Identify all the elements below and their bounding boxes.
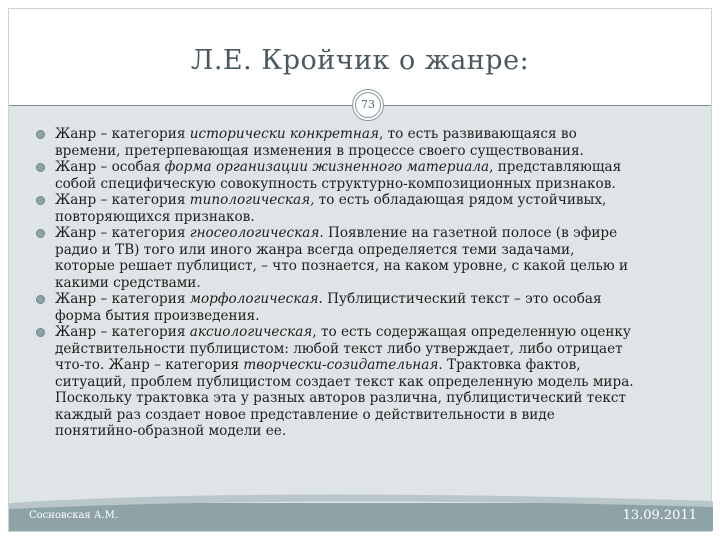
text-segment: действительности публицистом: любой текст либо утверждает, либо отрицает <box>55 340 623 357</box>
text-line <box>55 390 703 407</box>
text-line <box>55 258 703 275</box>
slide-title: Л.Е. Кройчик о жанре: <box>190 45 530 76</box>
text-segment: . Трактовка фактов, <box>438 357 581 373</box>
text-line <box>55 225 703 242</box>
text-line <box>55 126 703 143</box>
text-line <box>55 143 703 160</box>
text-segment: , то есть развивающаяся во <box>379 126 577 142</box>
text-line <box>55 192 703 209</box>
text-line <box>55 374 703 391</box>
text-segment: , представляющая <box>489 159 622 175</box>
bullet-list <box>33 126 703 440</box>
bullet-item <box>33 159 703 192</box>
bullet-item <box>33 126 703 159</box>
text-segment: времени, претерпевающая изменения в процессе своего существования. <box>55 142 584 159</box>
text-line <box>55 209 703 226</box>
page-number-badge <box>352 89 384 121</box>
text-segment: которые решает публицист, – что познается, на каком уровне, с какой целью и <box>55 258 629 274</box>
text-segment: Жанр – категория <box>55 225 190 241</box>
text-segment: Жанр – категория <box>55 291 190 307</box>
bullet-item <box>33 192 703 225</box>
text-line <box>55 291 703 308</box>
text-segment: Жанр – категория <box>55 324 190 340</box>
text-segment: что-то. Жанр – категория <box>55 357 244 373</box>
text-segment: ситуаций, проблем публицистом создает текст как определенную модель мира. <box>55 373 634 390</box>
text-segment: каждый раз создает новое представление о действительности в виде <box>55 406 555 423</box>
text-segment: радио и ТВ) того или иного жанра всегда определяется теми задачами, <box>55 241 575 258</box>
emphasized-term: исторически конкретная <box>189 126 379 142</box>
page-number: 73 <box>355 92 381 118</box>
text-line <box>55 324 703 341</box>
text-segment: Жанр – категория <box>55 192 190 208</box>
text-segment: форма бытия произведения. <box>55 307 260 324</box>
emphasized-term: типологическая, <box>189 192 315 208</box>
bullet-icon <box>36 295 45 304</box>
text-segment: собой специфическую совокупность структурно-композиционных признаков. <box>55 175 616 192</box>
text-line <box>55 159 703 176</box>
footer-author: Сосновская А.М. <box>29 510 119 521</box>
bullet-item <box>33 225 703 291</box>
text-segment: Жанр – категория <box>55 126 190 142</box>
emphasized-term: морфологическая <box>189 291 319 307</box>
emphasized-term: форма организации жизненного материала <box>164 159 490 175</box>
bullet-icon <box>36 196 45 205</box>
bullet-icon <box>36 328 45 337</box>
text-segment: . Публицистический текст – это особая <box>318 291 602 307</box>
bullet-icon <box>36 229 45 238</box>
emphasized-term: гносеологическая <box>189 225 320 241</box>
text-segment: , то есть содержащая определенную оценку <box>312 324 631 340</box>
text-segment: Жанр – особая <box>55 159 165 175</box>
text-segment: . Появление на газетной полосе (в эфире <box>319 225 618 241</box>
footer-date: 13.09.2011 <box>622 508 697 523</box>
emphasized-term: аксиологическая <box>189 324 313 340</box>
text-line <box>55 407 703 424</box>
text-segment: какими средствами. <box>55 274 201 291</box>
text-segment: то есть обладающая рядом устойчивых, <box>314 192 607 208</box>
emphasized-term: творчески-созидательная <box>243 357 439 373</box>
text-line <box>55 176 703 193</box>
bullet-icon <box>36 163 45 172</box>
text-segment: Поскольку трактовка эта у разных авторов различна, публицистический текст <box>55 390 626 406</box>
text-line <box>55 242 703 259</box>
bullet-icon <box>36 130 45 139</box>
slide <box>8 8 712 532</box>
bullet-item <box>33 291 703 324</box>
text-line <box>55 275 703 292</box>
text-segment: понятийно-образной модели ее. <box>55 423 287 439</box>
bullet-item <box>33 324 703 440</box>
text-segment: повторяющихся признаков. <box>55 208 255 225</box>
footer-band <box>9 487 713 531</box>
text-line <box>55 357 703 374</box>
text-line <box>55 308 703 325</box>
text-line <box>55 341 703 358</box>
text-line <box>55 423 703 440</box>
